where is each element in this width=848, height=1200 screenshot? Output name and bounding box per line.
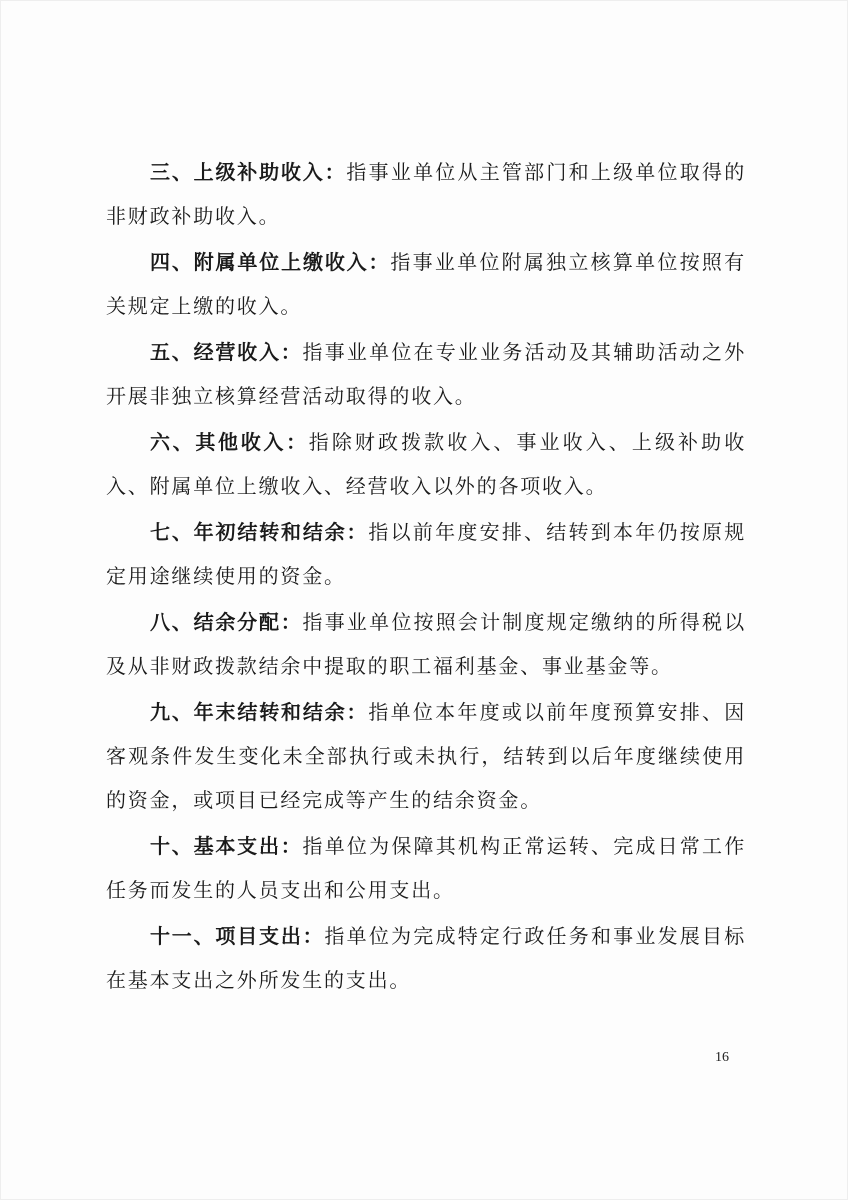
definition-paragraph	[106, 240, 746, 328]
definition-text: 指事业单位按照会计制度规定缴纳的所得税以及从非财政拨款结余中提取的职工福利基金、事业基金等。	[106, 610, 746, 678]
definition-paragraph	[106, 150, 746, 238]
definition-paragraph	[106, 330, 746, 418]
page-number: 16	[715, 1050, 729, 1065]
definition-paragraph	[106, 824, 746, 912]
definition-paragraph	[106, 510, 746, 598]
definition-text: 指单位为保障其机构正常运转、完成日常工作任务而发生的人员支出和公用支出。	[106, 834, 746, 902]
definition-term: 九、年末结转和结余：	[150, 700, 369, 724]
definition-text: 指除财政拨款收入、事业收入、上级补助收入、附属单位上缴收入、经营收入以外的各项收入。	[106, 430, 746, 498]
definition-term: 七、年初结转和结余：	[150, 520, 369, 544]
definition-text: 指单位本年度或以前年度预算安排、因客观条件发生变化未全部执行或未执行，结转到以后年度继续使用的资金，或项目已经完成等产生的结余资金。	[106, 700, 746, 812]
definition-paragraph	[106, 914, 746, 1002]
definition-text: 指事业单位附属独立核算单位按照有关规定上缴的收入。	[106, 250, 746, 318]
definition-term: 三、上级补助收入：	[150, 160, 347, 184]
definition-text: 指单位为完成特定行政任务和事业发展目标在基本支出之外所发生的支出。	[106, 924, 747, 992]
document-body	[106, 150, 746, 1002]
definition-paragraph	[106, 690, 746, 822]
definition-text: 指事业单位在专业业务活动及其辅助活动之外开展非独立核算经营活动取得的收入。	[106, 340, 746, 408]
definition-text: 指事业单位从主管部门和上级单位取得的非财政补助收入。	[106, 160, 746, 228]
definition-text: 指以前年度安排、结转到本年仍按原规定用途继续使用的资金。	[106, 520, 746, 588]
definition-term: 十一、项目支出：	[150, 924, 325, 948]
definition-term: 五、经营收入：	[150, 340, 303, 364]
definition-term: 四、附属单位上缴收入：	[150, 250, 391, 274]
definition-paragraph	[106, 600, 746, 688]
definition-term: 六、其他收入：	[150, 430, 309, 454]
definition-term: 十、基本支出：	[150, 834, 303, 858]
definition-term: 八、结余分配：	[150, 610, 303, 634]
definition-paragraph	[106, 420, 746, 508]
